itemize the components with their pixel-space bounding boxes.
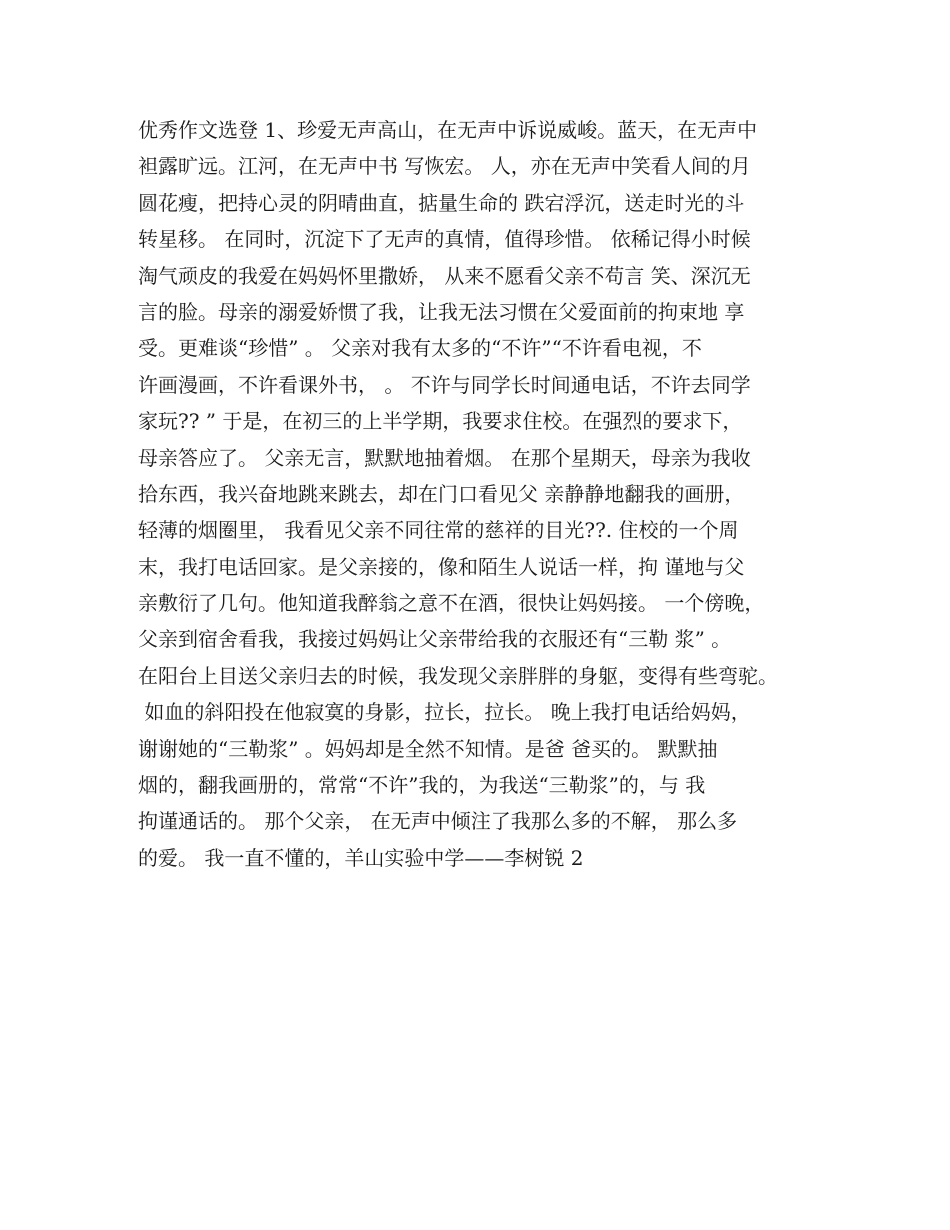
text-line: 轻薄的烟圈里， 我看见父亲不同往常的慈祥的目光??. 住校的一个周 [138,518,739,543]
text-line: 烟的，翻我画册的，常常“不许”我的，为我送“三勒浆”的，与 我 [138,773,706,798]
text-line: 圆花瘦，把持心灵的阴晴曲直，掂量生命的 跌宕浮沉，送走时光的斗 [138,190,745,215]
text-line: 父亲到宿舍看我，我接过妈妈让父亲带给我的衣服还有“三勒 浆” 。 [138,627,732,652]
text-line: 母亲答应了。 父亲无言，默默地抽着烟。 在那个星期天，母亲为我收 [138,445,751,470]
text-line: 家玩?? ” 于是，在初三的上半学期，我要求住校。在强烈的要求下， [138,409,743,434]
text-line: 亲敷衍了几句。他知道我醉翁之意不在酒，很快让妈妈接。 一个傍晚， [138,591,765,616]
text-line: 谢谢她的“三勒浆” 。妈妈却是全然不知情。是爸 爸买的。 默默抽 [138,736,718,761]
text-line: 拾东西，我兴奋地跳来跳去，却在门口看见父 亲静静地翻我的画册， [138,481,745,506]
text-line: 受。更难谈“珍惜” 。 父亲对我有太多的“不许”“不许看电视，不 [138,336,702,361]
text-line: 的爱。 我一直不懂的，羊山实验中学——李树锐 2 [138,845,584,870]
essay-body-text [138,112,838,876]
text-line: 末，我打电话回家。是父亲接的，像和陌生人说话一样，拘 谨地与父 [138,554,745,579]
text-line: 淘气顽皮的我爱在妈妈怀里撒娇， 从来不愿看父亲不苟言 笑、深沉无 [138,263,751,288]
text-line: 转星移。 在同时，沉淀下了无声的真情，值得珍惜。 依稀记得小时候 [138,227,751,252]
text-line: 优秀作文选登 1、珍爱无声高山，在无声中诉说威峻。蓝天，在无声中 [138,118,758,142]
text-line: 如血的斜阳投在他寂寞的身影，拉长，拉长。 晚上我打电话给妈妈， [138,700,751,725]
text-line: 许画漫画，不许看课外书， 。 不许与同学长时间通电话，不许去同学 [138,372,751,397]
text-line: 拘谨通话的。 那个父亲， 在无声中倾注了我那么多的不解， 那么多 [138,809,738,834]
text-line: 言的脸。母亲的溺爱娇惯了我，让我无法习惯在父爱面前的拘束地 享 [138,299,745,324]
text-line: 袒露旷远。江河，在无声中书 写恢宏。 人，亦在无声中笑看人间的月 [138,154,751,179]
text-line: 在阳台上目送父亲归去的时候，我发现父亲胖胖的身躯，变得有些弯驼。 [138,663,778,688]
